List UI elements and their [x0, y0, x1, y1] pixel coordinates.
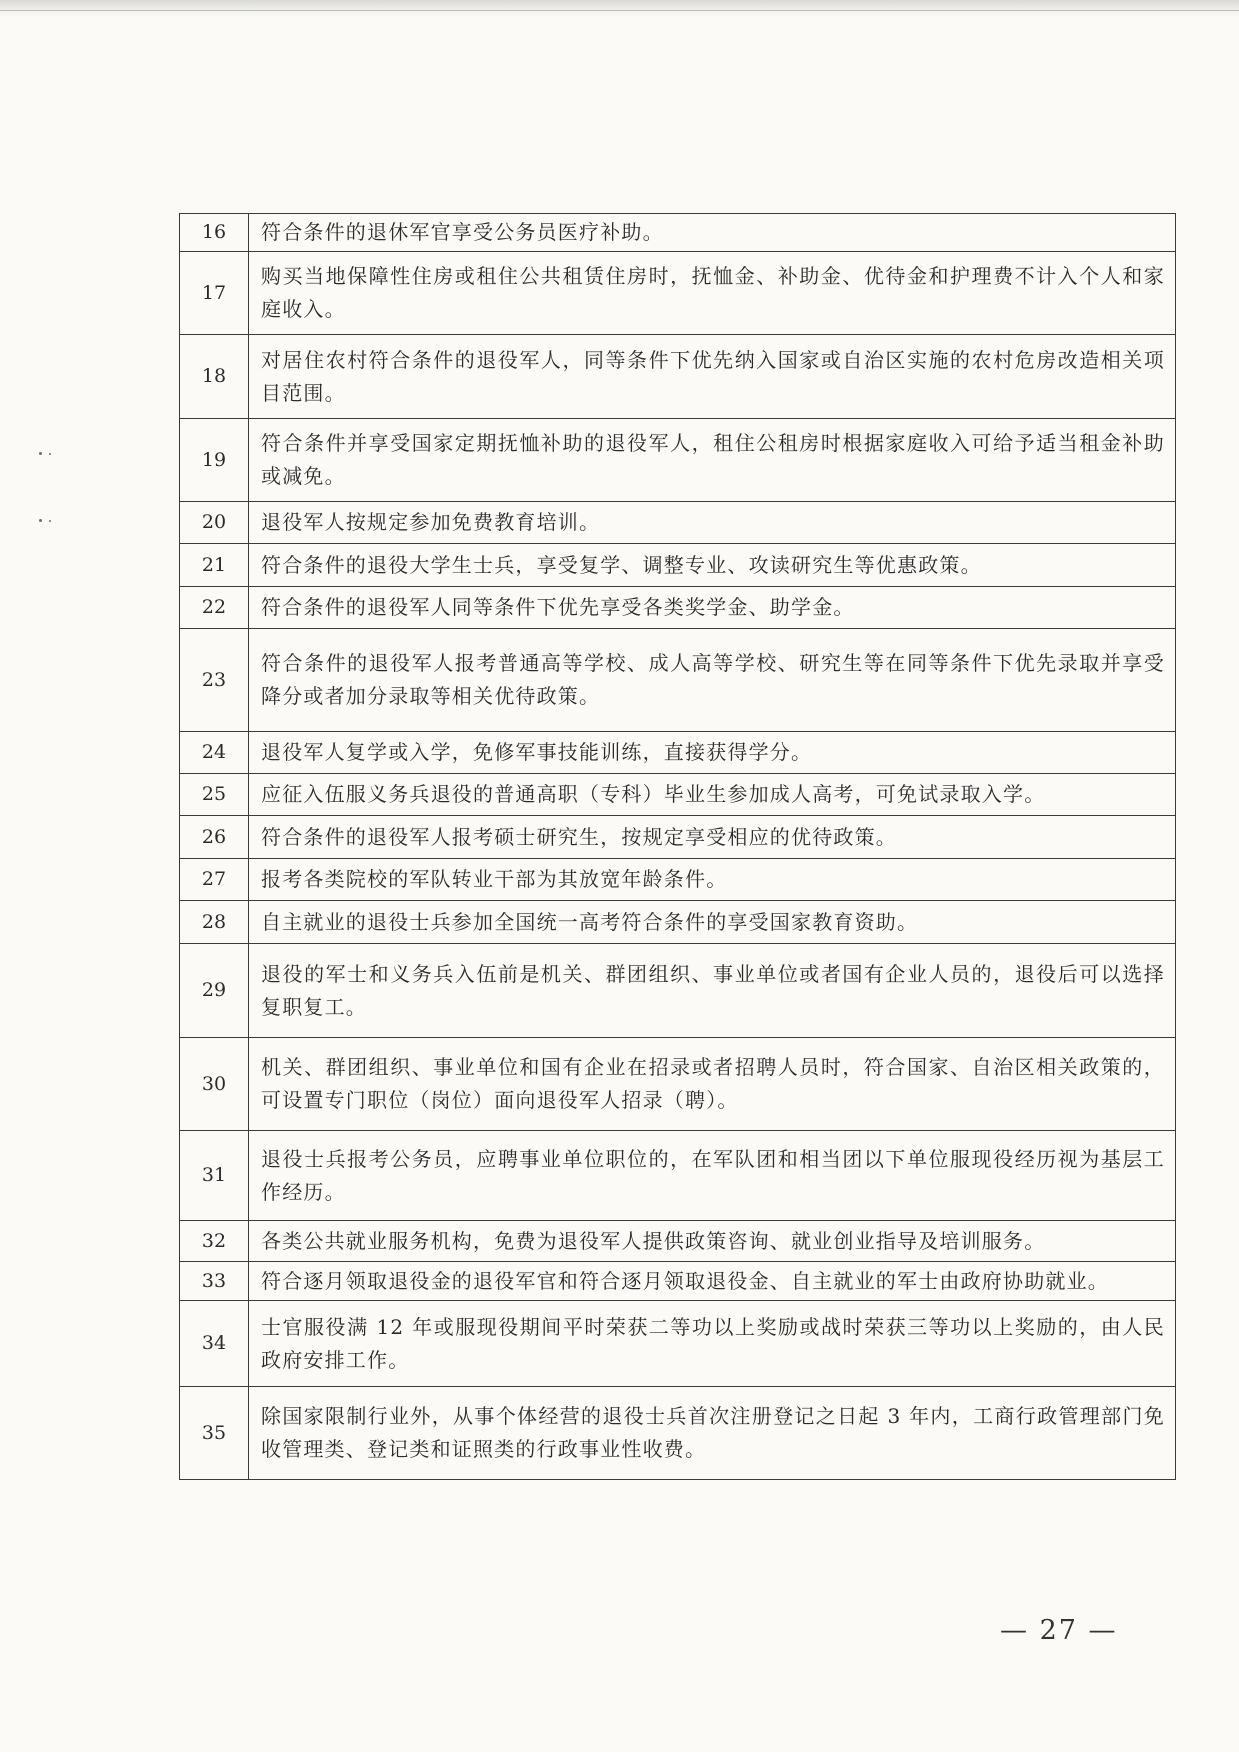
- row-number: 31: [180, 1131, 249, 1221]
- scan-top-edge: [0, 0, 1239, 16]
- table-row: [180, 1387, 1176, 1480]
- table-row: [180, 944, 1176, 1038]
- table-row: [180, 252, 1176, 335]
- page-number: — 27 —: [1000, 1615, 1118, 1646]
- row-text: 符合条件的退役军人同等条件下优先享受各类奖学金、助学金。: [249, 587, 1176, 629]
- table-row: [180, 1038, 1176, 1131]
- row-text: 退役军人复学或入学，免修军事技能训练，直接获得学分。: [249, 732, 1176, 774]
- row-text: 符合逐月领取退役金的退役军官和符合逐月领取退役金、自主就业的军士由政府协助就业。: [249, 1262, 1176, 1301]
- row-number: 35: [180, 1387, 249, 1480]
- scan-speck: [49, 520, 51, 522]
- row-text: 符合条件的退役军人报考硕士研究生，按规定享受相应的优待政策。: [249, 816, 1176, 859]
- table-row: [180, 1221, 1176, 1262]
- row-number: 24: [180, 732, 249, 774]
- scan-top-line: [0, 10, 1239, 11]
- row-text: 报考各类院校的军队转业干部为其放宽年龄条件。: [249, 859, 1176, 901]
- table-row: [180, 587, 1176, 629]
- table-row: [180, 502, 1176, 544]
- row-text: 除国家限制行业外，从事个体经营的退役士兵首次注册登记之日起 3 年内，工商行政管理部门免收管理类、登记类和证照类的行政事业性收费。: [249, 1387, 1176, 1480]
- row-text: 符合条件的退休军官享受公务员医疗补助。: [249, 214, 1176, 252]
- row-text: 符合条件并享受国家定期抚恤补助的退役军人，租住公租房时根据家庭收入可给予适当租金补助或减免。: [249, 419, 1176, 502]
- row-text: 机关、群团组织、事业单位和国有企业在招录或者招聘人员时，符合国家、自治区相关政策的，可设置专门职位（岗位）面向退役军人招录（聘）。: [249, 1038, 1176, 1131]
- row-text: 士官服役满 12 年或服现役期间平时荣获二等功以上奖励或战时荣获三等功以上奖励的，由人民政府安排工作。: [249, 1301, 1176, 1387]
- row-number: 21: [180, 544, 249, 587]
- row-text: 符合条件的退役军人报考普通高等学校、成人高等学校、研究生等在同等条件下优先录取并享受降分或者加分录取等相关优待政策。: [249, 629, 1176, 732]
- row-number: 17: [180, 252, 249, 335]
- table-row: [180, 214, 1176, 252]
- table-row: [180, 774, 1176, 816]
- row-number: 22: [180, 587, 249, 629]
- row-number: 16: [180, 214, 249, 252]
- table-row: [180, 544, 1176, 587]
- scan-speck: [39, 519, 42, 522]
- row-text: 符合条件的退役大学生士兵，享受复学、调整专业、攻读研究生等优惠政策。: [249, 544, 1176, 587]
- row-number: 32: [180, 1221, 249, 1262]
- policy-table: [179, 213, 1176, 1480]
- row-text: 对居住农村符合条件的退役军人，同等条件下优先纳入国家或自治区实施的农村危房改造相关项目范围。: [249, 335, 1176, 419]
- row-number: 20: [180, 502, 249, 544]
- table-row: [180, 1301, 1176, 1387]
- table-row: [180, 859, 1176, 901]
- row-number: 28: [180, 901, 249, 944]
- row-text: 自主就业的退役士兵参加全国统一高考符合条件的享受国家教育资助。: [249, 901, 1176, 944]
- table-row: [180, 335, 1176, 419]
- scan-speck: [49, 453, 51, 455]
- table-row: [180, 901, 1176, 944]
- row-text: 购买当地保障性住房或租住公共租赁住房时，抚恤金、补助金、优待金和护理费不计入个人和家庭收入。: [249, 252, 1176, 335]
- table-row: [180, 816, 1176, 859]
- scan-speck: [39, 452, 42, 455]
- row-number: 30: [180, 1038, 249, 1131]
- row-number: 34: [180, 1301, 249, 1387]
- table-row: [180, 732, 1176, 774]
- table-row: [180, 1262, 1176, 1301]
- row-number: 33: [180, 1262, 249, 1301]
- table-row: [180, 419, 1176, 502]
- row-number: 29: [180, 944, 249, 1038]
- row-number: 26: [180, 816, 249, 859]
- row-number: 19: [180, 419, 249, 502]
- row-text: 退役的军士和义务兵入伍前是机关、群团组织、事业单位或者国有企业人员的，退役后可以选择复职复工。: [249, 944, 1176, 1038]
- row-number: 27: [180, 859, 249, 901]
- row-number: 25: [180, 774, 249, 816]
- table-row: [180, 1131, 1176, 1221]
- row-text: 应征入伍服义务兵退役的普通高职（专科）毕业生参加成人高考，可免试录取入学。: [249, 774, 1176, 816]
- table-row: [180, 629, 1176, 732]
- row-number: 18: [180, 335, 249, 419]
- row-number: 23: [180, 629, 249, 732]
- row-text: 退役军人按规定参加免费教育培训。: [249, 502, 1176, 544]
- row-text: 退役士兵报考公务员，应聘事业单位职位的，在军队团和相当团以下单位服现役经历视为基层工作经历。: [249, 1131, 1176, 1221]
- row-text: 各类公共就业服务机构，免费为退役军人提供政策咨询、就业创业指导及培训服务。: [249, 1221, 1176, 1262]
- policy-table-container: [179, 213, 1176, 1480]
